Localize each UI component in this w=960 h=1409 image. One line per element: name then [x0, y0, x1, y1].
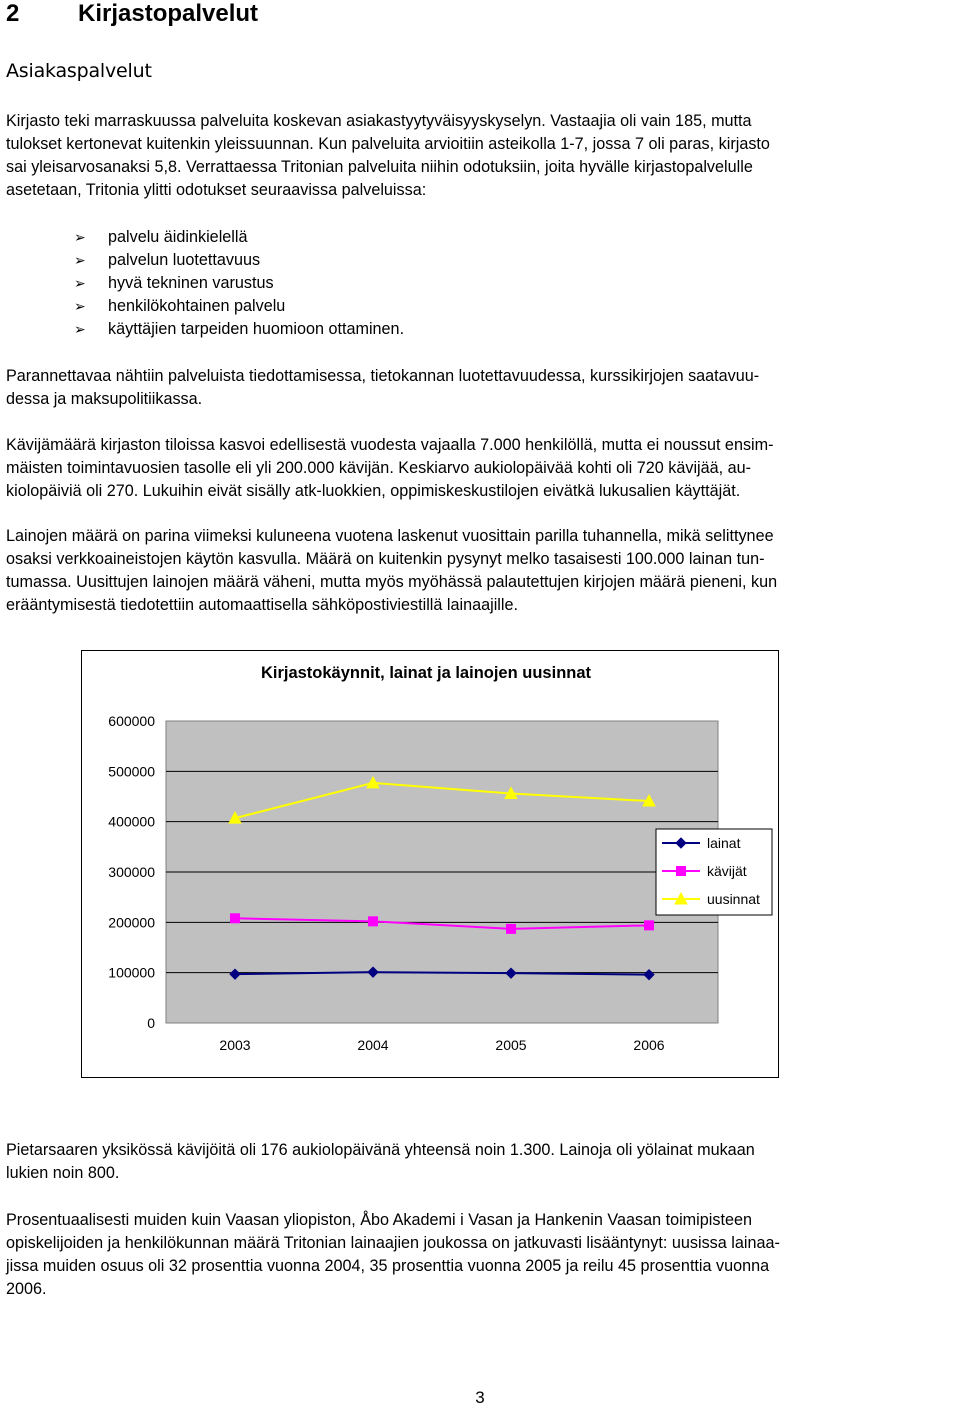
y-tick-label: 200000 — [108, 914, 155, 931]
arrow-bullet-icon: ➢ — [74, 298, 86, 314]
line-chart — [81, 650, 779, 1078]
x-tick-label: 2004 — [357, 1037, 389, 1053]
text-line: kiolopäiviä oli 270. Lukuihin eivät sisälly atk-luokkien, oppimiskeskustilojen eivätkä lukusalien käyttäjät. — [6, 482, 741, 500]
list-item — [74, 226, 404, 249]
list-item — [74, 318, 404, 341]
page-number: 3 — [475, 1388, 485, 1407]
chapter-number: 2 — [6, 0, 20, 27]
list-item-text: käyttäjien tarpeiden huomioon ottaminen. — [108, 320, 405, 338]
legend-label: kävijät — [707, 863, 747, 879]
y-tick-label: 600000 — [108, 713, 155, 729]
data-point — [507, 924, 516, 933]
list-item — [74, 272, 404, 295]
list-item-text: palvelu äidinkielellä — [108, 228, 248, 246]
visitors-paragraph — [6, 434, 956, 503]
arrow-bullet-icon: ➢ — [74, 275, 86, 291]
y-tick-label: 0 — [147, 1015, 155, 1031]
y-tick-label: 100000 — [108, 964, 155, 981]
y-tick-label: 300000 — [108, 864, 155, 880]
arrow-bullet-icon: ➢ — [74, 321, 86, 337]
section-heading: Asiakaspalvelut — [6, 60, 152, 82]
text-line: Lainojen määrä on parina viimeksi kuluneena vuotena laskenut vuosittain parilla tuhannella, mikä selittynee — [6, 527, 774, 545]
text-line: Pietarsaaren yksikössä kävijöitä oli 176 aukiolopäivänä yhteensä noin 1.300. Lainoja oli yölainat mukaan — [6, 1141, 755, 1159]
text-line: lukien noin 800. — [6, 1164, 120, 1182]
x-tick-label: 2003 — [219, 1037, 251, 1053]
text-line: mäisten toimintavuosien tasolle eli yli 200.000 kävijän. Keskiarvo aukiolopäivää kohti oli 720 kävijää, au- — [6, 459, 752, 477]
legend-label: uusinnat — [707, 891, 760, 907]
intro-paragraph — [6, 110, 956, 202]
legend-label: lainat — [707, 835, 741, 851]
text-line: dessa ja maksupolitiikassa. — [6, 390, 203, 408]
text-line: Prosentuaalisesti muiden kuin Vaasan yliopiston, Åbo Akademi i Vasan ja Hankenin Vaasan toimipisteen — [6, 1211, 752, 1229]
improvement-paragraph — [6, 365, 956, 411]
y-tick-label: 400000 — [108, 813, 155, 830]
x-tick-label: 2006 — [633, 1037, 665, 1053]
text-line: Kävijämäärä kirjaston tiloissa kasvoi edellisestä vuodesta vajaalla 7.000 henkilöllä, mutta ei noussut ensim- — [6, 436, 774, 454]
pietarsaari-paragraph — [6, 1139, 956, 1185]
chart-title: Kirjastokäynnit, lainat ja lainojen uusinnat — [260, 664, 592, 682]
y-tick-label: 500000 — [108, 763, 155, 780]
list-item-text: hyvä tekninen varustus — [108, 274, 274, 292]
loans-paragraph — [6, 525, 956, 617]
text-line: tulokset kertonevat kuitenkin yleissuunnan. Kun palveluita arvioitiin asteikolla 1-7, jossa 7 oli paras, kirjasto — [6, 135, 770, 153]
data-point — [231, 914, 240, 923]
text-line: jissa muiden osuus oli 32 prosenttia vuonna 2004, 35 prosenttia vuonna 2005 ja reilu 45 prosenttia vuonna — [6, 1257, 770, 1275]
bullet-list — [74, 226, 404, 341]
share-paragraph — [6, 1209, 956, 1301]
list-item — [74, 295, 404, 318]
chapter-heading — [6, 0, 258, 28]
chart-canvas — [82, 651, 780, 1079]
text-line: Kirjasto teki marraskuussa palveluita koskevan asiakastyytyväisyyskyselyn. Vastaajia oli vain 185, mutta — [6, 112, 752, 130]
text-line: tumassa. Uusittujen lainojen määrä väheni, mutta myös myöhässä palautettujen kirjojen määrä pieneni, kun — [6, 573, 778, 591]
arrow-bullet-icon: ➢ — [74, 229, 86, 245]
x-tick-label: 2005 — [495, 1037, 527, 1053]
arrow-bullet-icon: ➢ — [74, 252, 86, 268]
list-item-text: palvelun luotettavuus — [108, 251, 261, 269]
list-item — [74, 249, 404, 272]
text-line: asetetaan, Tritonia ylitti odotukset seuraavissa palveluissa: — [6, 181, 427, 199]
text-line: osaksi verkkoaineistojen käytön kasvulla. Määrä on kuitenkin pysynyt melko tasaisesti 100.000 lainan tun- — [6, 550, 765, 568]
legend-marker — [677, 867, 686, 876]
text-line: 2006. — [6, 1280, 47, 1298]
data-point — [645, 921, 654, 930]
chapter-title: Kirjastopalvelut — [78, 0, 259, 27]
text-line: Parannettavaa nähtiin palveluista tiedottamisessa, tietokannan luotettavuudessa, kurssikirjojen saatavuu- — [6, 367, 760, 385]
list-item-text: henkilökohtainen palvelu — [108, 297, 286, 315]
data-point — [369, 917, 378, 926]
text-line: opiskelijoiden ja henkilökunnan määrä Tritonian lainaajien joukossa on jatkuvasti lisääntynyt: uusissa lainaa- — [6, 1234, 780, 1252]
text-line: sai yleisarvosanaksi 5,8. Verrattaessa Tritonian palveluita niihin odotuksiin, joita hyvälle kirjastopalvelulle — [6, 158, 753, 176]
text-line: erääntymisestä tiedotettiin automaattisella sähköpostiviestillä lainaajille. — [6, 596, 518, 614]
